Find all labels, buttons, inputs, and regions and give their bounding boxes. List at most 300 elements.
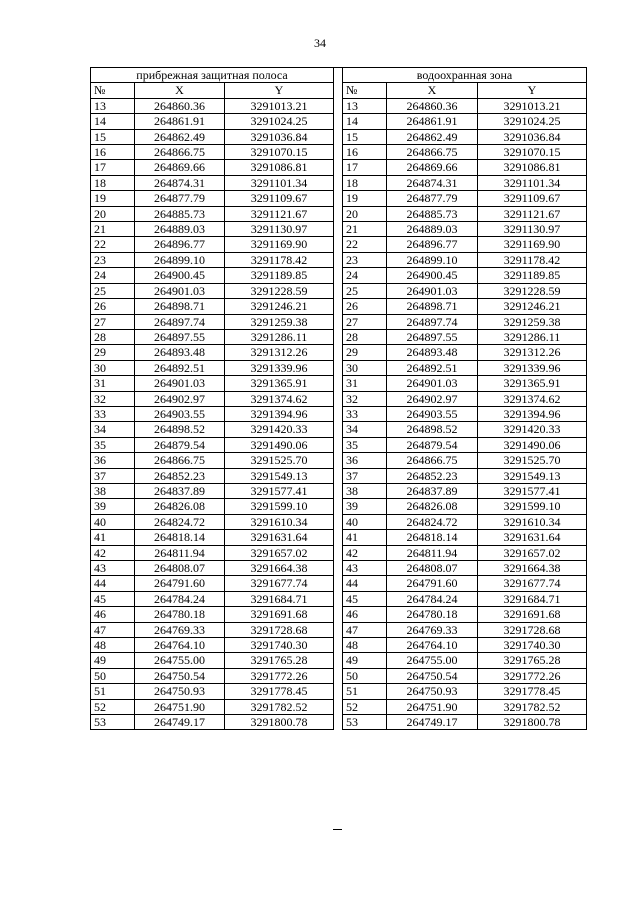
- point-number: 52: [343, 699, 387, 714]
- coordinate-y: 3291178.42: [225, 252, 334, 267]
- point-number: 53: [91, 715, 135, 730]
- point-number: 33: [91, 406, 135, 421]
- coordinate-x: 264885.73: [135, 206, 225, 221]
- coordinate-x: 264898.52: [387, 422, 478, 437]
- column-header-x: X: [387, 83, 478, 98]
- table-row: [91, 591, 334, 606]
- coordinate-x: 264902.97: [387, 391, 478, 406]
- table-row: [343, 376, 587, 391]
- table-row: [343, 699, 587, 714]
- table-row: [91, 622, 334, 637]
- page-number: 34: [314, 36, 326, 50]
- point-number: 42: [343, 545, 387, 560]
- coordinate-x: 264898.52: [135, 422, 225, 437]
- table-row: [91, 160, 334, 175]
- coordinate-x: 264874.31: [135, 175, 225, 190]
- table-row: [91, 406, 334, 421]
- coordinate-x: 264899.10: [135, 252, 225, 267]
- coordinate-y: 3291525.70: [478, 453, 587, 468]
- point-number: 45: [343, 591, 387, 606]
- coordinate-y: 3291740.30: [478, 638, 587, 653]
- coordinate-x: 264869.66: [135, 160, 225, 175]
- coordinate-y: 3291394.96: [225, 406, 334, 421]
- coordinate-x: 264897.55: [387, 329, 478, 344]
- table-row: [91, 684, 334, 699]
- table-row: [91, 715, 334, 730]
- coordinate-y: 3291228.59: [478, 283, 587, 298]
- coordinate-y: 3291070.15: [225, 145, 334, 160]
- coordinate-x: 264751.90: [135, 699, 225, 714]
- coordinate-x: 264877.79: [387, 191, 478, 206]
- table-title: прибрежная защитная полоса: [91, 68, 334, 83]
- coordinate-x: 264808.07: [135, 561, 225, 576]
- table-row: [91, 699, 334, 714]
- coordinate-y: 3291259.38: [225, 314, 334, 329]
- coordinate-x: 264755.00: [135, 653, 225, 668]
- coordinate-y: 3291778.45: [478, 684, 587, 699]
- table-row: [343, 483, 587, 498]
- coordinate-y: 3291420.33: [225, 422, 334, 437]
- coordinates-tables: [90, 67, 586, 830]
- coordinate-x: 264879.54: [135, 437, 225, 452]
- point-number: 44: [343, 576, 387, 591]
- coordinate-x: 264852.23: [387, 468, 478, 483]
- point-number: 25: [91, 283, 135, 298]
- coordinate-y: 3291577.41: [478, 483, 587, 498]
- coordinate-x: 264824.72: [135, 514, 225, 529]
- water-protection-zone-table: [342, 67, 587, 730]
- coordinate-x: 264903.55: [387, 406, 478, 421]
- coordinate-x: 264901.03: [387, 376, 478, 391]
- point-number: 39: [343, 499, 387, 514]
- coordinate-x: 264755.00: [387, 653, 478, 668]
- coordinate-y: 3291728.68: [225, 622, 334, 637]
- coordinate-y: 3291677.74: [225, 576, 334, 591]
- table-row: [343, 283, 587, 298]
- coordinate-x: 264901.03: [135, 283, 225, 298]
- coordinate-x: 264750.54: [135, 668, 225, 683]
- table-row: [91, 283, 334, 298]
- point-number: 40: [343, 514, 387, 529]
- point-number: 23: [343, 252, 387, 267]
- coordinate-x: 264896.77: [387, 237, 478, 252]
- coordinate-x: 264769.33: [387, 622, 478, 637]
- coordinate-y: 3291525.70: [225, 453, 334, 468]
- coordinate-y: 3291024.25: [225, 114, 334, 129]
- coordinate-y: 3291121.67: [225, 206, 334, 221]
- table-row: [343, 129, 587, 144]
- table-row: [91, 376, 334, 391]
- point-number: 31: [343, 376, 387, 391]
- point-number: 24: [91, 268, 135, 283]
- table-row: [91, 391, 334, 406]
- table-row: [91, 329, 334, 344]
- coordinate-y: 3291130.97: [225, 222, 334, 237]
- coordinate-y: 3291684.71: [478, 591, 587, 606]
- coordinate-y: 3291610.34: [478, 514, 587, 529]
- point-number: 30: [91, 360, 135, 375]
- point-number: 38: [343, 483, 387, 498]
- coordinate-y: 3291657.02: [478, 545, 587, 560]
- point-number: 47: [91, 622, 135, 637]
- coordinate-x: 264889.03: [135, 222, 225, 237]
- coordinate-x: 264784.24: [387, 591, 478, 606]
- coordinate-x: 264780.18: [387, 607, 478, 622]
- coordinate-y: 3291610.34: [225, 514, 334, 529]
- coordinate-y: 3291420.33: [478, 422, 587, 437]
- coordinate-x: 264750.93: [387, 684, 478, 699]
- coordinate-x: 264784.24: [135, 591, 225, 606]
- point-number: 15: [91, 129, 135, 144]
- coordinate-x: 264769.33: [135, 622, 225, 637]
- point-number: 30: [343, 360, 387, 375]
- coordinate-y: 3291490.06: [225, 437, 334, 452]
- coordinate-x: 264900.45: [387, 268, 478, 283]
- table-row: [91, 98, 334, 113]
- point-number: 20: [91, 206, 135, 221]
- table-row: [343, 314, 587, 329]
- point-number: 13: [91, 98, 135, 113]
- column-header-y: Y: [225, 83, 334, 98]
- point-number: 23: [91, 252, 135, 267]
- coordinate-x: 264862.49: [135, 129, 225, 144]
- point-number: 53: [343, 715, 387, 730]
- coordinate-y: 3291109.67: [478, 191, 587, 206]
- table-row: [343, 345, 587, 360]
- point-number: 37: [91, 468, 135, 483]
- point-number: 41: [343, 530, 387, 545]
- point-number: 50: [91, 668, 135, 683]
- point-number: 47: [343, 622, 387, 637]
- coordinate-x: 264826.08: [387, 499, 478, 514]
- coordinate-x: 264866.75: [135, 453, 225, 468]
- table-row: [343, 453, 587, 468]
- point-number: 19: [91, 191, 135, 206]
- point-number: 36: [343, 453, 387, 468]
- coordinate-y: 3291740.30: [225, 638, 334, 653]
- table-row: [91, 453, 334, 468]
- coordinate-x: 264764.10: [387, 638, 478, 653]
- point-number: 17: [91, 160, 135, 175]
- coordinate-y: 3291228.59: [225, 283, 334, 298]
- coordinate-x: 264750.93: [135, 684, 225, 699]
- coordinate-y: 3291169.90: [478, 237, 587, 252]
- table-row: [91, 145, 334, 160]
- table-row: [91, 530, 334, 545]
- table-row: [343, 145, 587, 160]
- coordinate-y: 3291374.62: [225, 391, 334, 406]
- coordinate-x: 264780.18: [135, 607, 225, 622]
- column-header-y: Y: [478, 83, 587, 98]
- coordinate-y: 3291013.21: [225, 98, 334, 113]
- table-title: водоохранная зона: [343, 68, 587, 83]
- coordinate-x: 264901.03: [135, 376, 225, 391]
- point-number: 48: [343, 638, 387, 653]
- coordinate-x: 264860.36: [387, 98, 478, 113]
- table-row: [91, 638, 334, 653]
- coordinate-x: 264893.48: [387, 345, 478, 360]
- table-row: [343, 191, 587, 206]
- table-row: [343, 391, 587, 406]
- table-row: [343, 422, 587, 437]
- table-row: [91, 653, 334, 668]
- point-number: 17: [343, 160, 387, 175]
- table-row: [343, 299, 587, 314]
- point-number: 37: [343, 468, 387, 483]
- coordinate-y: 3291691.68: [225, 607, 334, 622]
- coordinate-x: 264862.49: [387, 129, 478, 144]
- table-row: [343, 576, 587, 591]
- point-number: 27: [343, 314, 387, 329]
- coordinate-x: 264889.03: [387, 222, 478, 237]
- table-row: [91, 222, 334, 237]
- table-row: [91, 483, 334, 498]
- coastal-protection-strip-table: [90, 67, 334, 730]
- point-number: 15: [343, 129, 387, 144]
- point-number: 14: [343, 114, 387, 129]
- point-number: 32: [343, 391, 387, 406]
- table-row: [91, 576, 334, 591]
- coordinate-y: 3291577.41: [225, 483, 334, 498]
- point-number: 49: [91, 653, 135, 668]
- point-number: 52: [91, 699, 135, 714]
- point-number: 19: [343, 191, 387, 206]
- table-row: [91, 268, 334, 283]
- coordinate-x: 264879.54: [387, 437, 478, 452]
- point-number: 13: [343, 98, 387, 113]
- table-row: [343, 206, 587, 221]
- point-number: 20: [343, 206, 387, 221]
- coordinate-x: 264808.07: [387, 561, 478, 576]
- coordinate-x: 264900.45: [135, 268, 225, 283]
- coordinate-x: 264902.97: [135, 391, 225, 406]
- coordinate-x: 264897.55: [135, 329, 225, 344]
- coordinate-x: 264824.72: [387, 514, 478, 529]
- coordinate-y: 3291312.26: [225, 345, 334, 360]
- coordinate-y: 3291664.38: [478, 561, 587, 576]
- coordinate-y: 3291782.52: [225, 699, 334, 714]
- coordinate-x: 264860.36: [135, 98, 225, 113]
- table-row: [91, 545, 334, 560]
- table-row: [343, 514, 587, 529]
- point-number: 22: [343, 237, 387, 252]
- coordinate-y: 3291800.78: [478, 715, 587, 730]
- coordinate-y: 3291312.26: [478, 345, 587, 360]
- coordinate-x: 264885.73: [387, 206, 478, 221]
- coordinate-y: 3291549.13: [478, 468, 587, 483]
- table-row: [343, 160, 587, 175]
- table-row: [91, 668, 334, 683]
- point-number: 43: [343, 561, 387, 576]
- coordinate-x: 264892.51: [387, 360, 478, 375]
- point-number: 35: [91, 437, 135, 452]
- coordinate-y: 3291189.85: [225, 268, 334, 283]
- table-row: [343, 638, 587, 653]
- coordinate-x: 264749.17: [387, 715, 478, 730]
- coordinate-x: 264897.74: [135, 314, 225, 329]
- table-row: [343, 360, 587, 375]
- coordinate-x: 264749.17: [135, 715, 225, 730]
- table-row: [343, 406, 587, 421]
- table-row: [91, 114, 334, 129]
- coordinate-y: 3291365.91: [478, 376, 587, 391]
- point-number: 40: [91, 514, 135, 529]
- point-number: 16: [91, 145, 135, 160]
- coordinate-y: 3291490.06: [478, 437, 587, 452]
- coordinate-y: 3291013.21: [478, 98, 587, 113]
- coordinate-x: 264899.10: [387, 252, 478, 267]
- coordinate-y: 3291800.78: [225, 715, 334, 730]
- coordinate-y: 3291394.96: [478, 406, 587, 421]
- point-number: 42: [91, 545, 135, 560]
- coordinate-x: 264852.23: [135, 468, 225, 483]
- coordinate-y: 3291765.28: [225, 653, 334, 668]
- point-number: 21: [91, 222, 135, 237]
- table-row: [343, 545, 587, 560]
- coordinate-x: 264837.89: [135, 483, 225, 498]
- coordinate-y: 3291259.38: [478, 314, 587, 329]
- table-row: [91, 499, 334, 514]
- table-row: [91, 422, 334, 437]
- table-row: [343, 437, 587, 452]
- table-row: [91, 206, 334, 221]
- point-number: 21: [343, 222, 387, 237]
- coordinate-y: 3291664.38: [225, 561, 334, 576]
- coordinate-x: 264861.91: [387, 114, 478, 129]
- point-number: 14: [91, 114, 135, 129]
- point-number: 44: [91, 576, 135, 591]
- coordinate-y: 3291599.10: [225, 499, 334, 514]
- coordinate-y: 3291339.96: [478, 360, 587, 375]
- point-number: 43: [91, 561, 135, 576]
- point-number: 34: [91, 422, 135, 437]
- table-row: [343, 222, 587, 237]
- coordinate-y: 3291086.81: [478, 160, 587, 175]
- point-number: 27: [91, 314, 135, 329]
- coordinate-y: 3291024.25: [478, 114, 587, 129]
- coordinate-y: 3291772.26: [478, 668, 587, 683]
- coordinate-x: 264811.94: [387, 545, 478, 560]
- coordinate-y: 3291599.10: [478, 499, 587, 514]
- coordinate-y: 3291772.26: [225, 668, 334, 683]
- point-number: 35: [343, 437, 387, 452]
- table-row: [343, 468, 587, 483]
- point-number: 38: [91, 483, 135, 498]
- coordinate-x: 264897.74: [387, 314, 478, 329]
- point-number: 18: [343, 175, 387, 190]
- table-row: [343, 607, 587, 622]
- table-row: [91, 607, 334, 622]
- point-number: 39: [91, 499, 135, 514]
- point-number: 45: [91, 591, 135, 606]
- point-number: 28: [343, 329, 387, 344]
- coordinate-x: 264877.79: [135, 191, 225, 206]
- table-row: [343, 329, 587, 344]
- coordinate-y: 3291246.21: [225, 299, 334, 314]
- coordinate-y: 3291086.81: [225, 160, 334, 175]
- coordinate-y: 3291109.67: [225, 191, 334, 206]
- point-number: 28: [91, 329, 135, 344]
- coordinate-y: 3291286.11: [225, 329, 334, 344]
- coordinate-x: 264898.71: [135, 299, 225, 314]
- coordinate-x: 264750.54: [387, 668, 478, 683]
- table-row: [343, 622, 587, 637]
- table-row: [343, 561, 587, 576]
- coordinate-y: 3291765.28: [478, 653, 587, 668]
- coordinate-x: 264901.03: [387, 283, 478, 298]
- table-row: [343, 252, 587, 267]
- point-number: 32: [91, 391, 135, 406]
- coordinate-x: 264826.08: [135, 499, 225, 514]
- coordinate-y: 3291631.64: [478, 530, 587, 545]
- table-row: [91, 345, 334, 360]
- table-row: [91, 175, 334, 190]
- coordinate-x: 264791.60: [135, 576, 225, 591]
- coordinate-y: 3291657.02: [225, 545, 334, 560]
- coordinate-y: 3291101.34: [478, 175, 587, 190]
- table-row: [343, 114, 587, 129]
- coordinate-x: 264869.66: [387, 160, 478, 175]
- table-row: [343, 591, 587, 606]
- coordinate-y: 3291246.21: [478, 299, 587, 314]
- point-number: 29: [91, 345, 135, 360]
- point-number: 49: [343, 653, 387, 668]
- point-number: 26: [343, 299, 387, 314]
- point-number: 33: [343, 406, 387, 421]
- table-row: [91, 561, 334, 576]
- point-number: 25: [343, 283, 387, 298]
- point-number: 34: [343, 422, 387, 437]
- coordinate-y: 3291121.67: [478, 206, 587, 221]
- point-number: 18: [91, 175, 135, 190]
- column-header-x: X: [135, 83, 225, 98]
- table-row: [343, 175, 587, 190]
- point-number: 51: [91, 684, 135, 699]
- table-row: [91, 437, 334, 452]
- column-header-number: №: [91, 83, 135, 98]
- table-gap: [333, 67, 342, 830]
- table-row: [91, 237, 334, 252]
- coordinate-y: 3291178.42: [478, 252, 587, 267]
- table-row: [343, 499, 587, 514]
- coordinate-y: 3291130.97: [478, 222, 587, 237]
- coordinate-y: 3291778.45: [225, 684, 334, 699]
- coordinate-x: 264893.48: [135, 345, 225, 360]
- point-number: 26: [91, 299, 135, 314]
- coordinate-x: 264791.60: [387, 576, 478, 591]
- coordinate-x: 264898.71: [387, 299, 478, 314]
- table-row: [343, 653, 587, 668]
- coordinate-y: 3291070.15: [478, 145, 587, 160]
- point-number: 48: [91, 638, 135, 653]
- coordinate-x: 264896.77: [135, 237, 225, 252]
- coordinate-y: 3291549.13: [225, 468, 334, 483]
- table-row: [343, 684, 587, 699]
- coordinate-y: 3291036.84: [478, 129, 587, 144]
- coordinate-x: 264861.91: [135, 114, 225, 129]
- point-number: 29: [343, 345, 387, 360]
- coordinate-x: 264818.14: [387, 530, 478, 545]
- coordinate-y: 3291169.90: [225, 237, 334, 252]
- coordinate-y: 3291728.68: [478, 622, 587, 637]
- coordinate-y: 3291365.91: [225, 376, 334, 391]
- coordinate-y: 3291189.85: [478, 268, 587, 283]
- point-number: 41: [91, 530, 135, 545]
- coordinate-y: 3291101.34: [225, 175, 334, 190]
- table-row: [91, 360, 334, 375]
- coordinate-x: 264818.14: [135, 530, 225, 545]
- point-number: 22: [91, 237, 135, 252]
